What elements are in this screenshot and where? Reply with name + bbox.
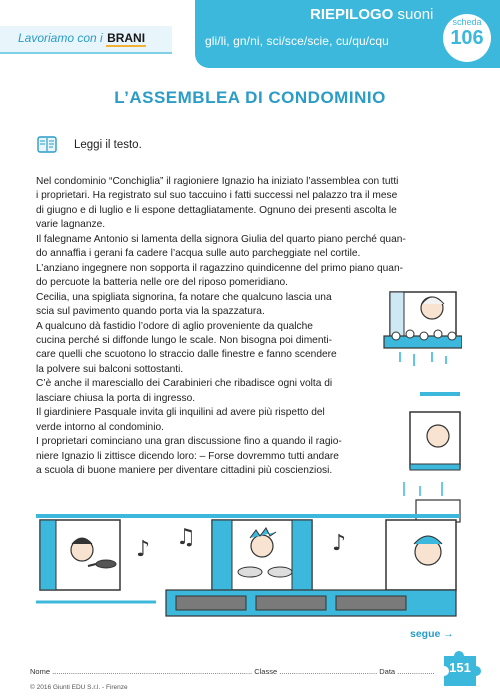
text-line: Il falegname Antonio si lamenta della signora Giulia del quarto piano perché quan- (36, 233, 406, 245)
text-line: la polvere sui balconi sottostanti. (36, 363, 184, 375)
text-line: I proprietari cominciano una gran discussione fino a quando il ragio- (36, 436, 342, 448)
scheda-label: scheda (452, 17, 482, 27)
book-reading-icon (36, 134, 58, 154)
text-line: lasciare chiusa la porta di ingresso. (36, 392, 196, 404)
building-illustration (380, 286, 462, 524)
text-line: care quelli che scuotono lo straccio dalle finestre e fanno scendere (36, 349, 337, 361)
text-line: A qualcuno dà fastidio l’odore di aglio proveniente da qualche (36, 320, 313, 332)
instruction-text: Leggi il testo. (74, 139, 142, 151)
text-line: L’anziano ingegnere non sopporta il ragazzino quindicenne del primo piano quan- (36, 262, 404, 274)
text-line: scia sul pavimento quando porta via la spazzatura. (36, 306, 265, 318)
page-number: 151 (449, 660, 471, 675)
text-line: Cecilia, una spigliata signorina, fa notare che qualcuno lascia una (36, 291, 332, 303)
section-tag-text: Lavoriamo con i BRANI (18, 31, 146, 45)
arrow-right-icon: → (443, 628, 454, 640)
scheda-number: 106 (450, 27, 484, 49)
text-line: verde intorno al condominio. (36, 421, 164, 433)
street-illustration (36, 506, 460, 618)
name-class-date-line: Nome ................................................................................................ Classe ............................................... Data .................. (30, 667, 435, 676)
text-line: do annaffia i gerani fa cadere l’acqua sulle auto parcheggiate nel cortile. (36, 248, 361, 260)
svg-text:♫: ♫ (176, 525, 196, 550)
text-line: cucina perché si diffonde lungo le scale. Non bisogna poi dimenti- (36, 334, 332, 346)
text-line: C’è anche il maresciallo dei Carabinieri che ribadisce ogni volta di (36, 378, 333, 390)
text-line: Il giardiniere Pasquale invita gli inquilini ad avere più rispetto del (36, 407, 325, 419)
section-tag-highlight: BRANI (107, 31, 146, 45)
page-title: L’ASSEMBLEA DI CONDOMINIO (114, 88, 386, 107)
svg-text:♪: ♪ (136, 537, 151, 562)
text-line: do percuote la batteria nelle ore del riposo pomeridiano. (36, 277, 289, 289)
svg-text:♪: ♪ (332, 531, 347, 556)
header-title: RIEPILOGO suoni (310, 6, 434, 23)
text-line: di giugno e di luglio e li espone dettagliatamente. Ognuno dei presenti ascolta le (36, 204, 397, 216)
text-line: varie lagnanze. (36, 219, 106, 231)
text-line: i proprietari. Ha registrato sul suo taccuino i fatti successi nel palazzo tra il mese (36, 190, 398, 202)
copyright-text: © 2016 Giunti EDU S.r.l. - Firenze (30, 684, 128, 691)
next-page-link[interactable]: segue → (410, 628, 454, 640)
text-line: a scuola di buone maniere per diventare cittadini più coscienziosi. (36, 465, 333, 477)
text-line: Nel condominio “Conchiglia” il ragioniere Ignazio ha iniziato l’assemblea con tutti (36, 176, 399, 187)
header-subtitle: gli/li, gn/ni, sci/sce/scie, cu/qu/cqu (205, 34, 389, 48)
text-line: niere Ignazio li zittisce dicendo loro: – Forse dovremmo tutti andare (36, 450, 339, 462)
